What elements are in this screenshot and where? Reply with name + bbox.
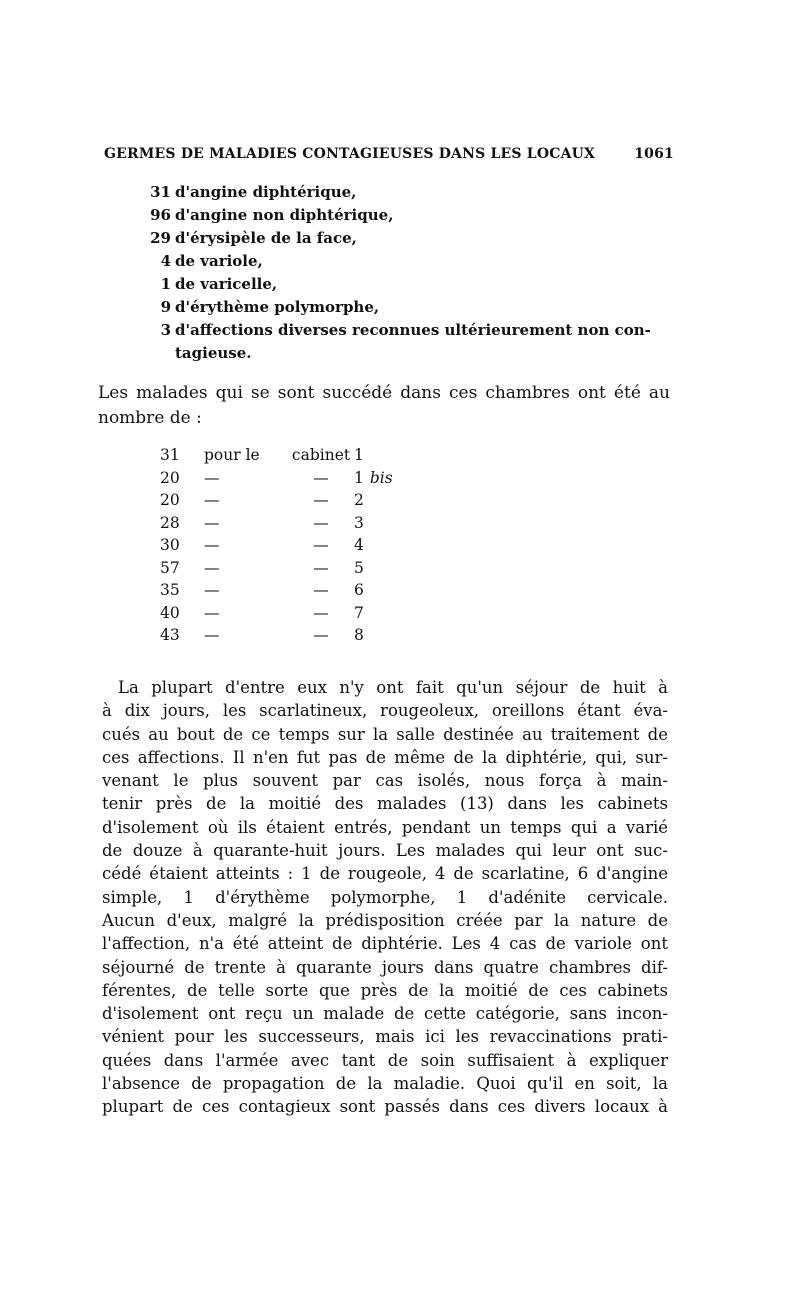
- list-item-continuation: tagieuse.: [175, 344, 252, 362]
- case-disease: d'érythème polymorphe,: [175, 298, 380, 316]
- room-number: [354, 489, 394, 512]
- patient-count: 57: [160, 558, 180, 577]
- room-id: 1: [354, 468, 364, 487]
- list-item: [147, 273, 667, 296]
- patient-count: 28: [160, 513, 180, 532]
- paragraph-line: quées dans l'armée avec tant de soin suffisaient à expliquer: [102, 1050, 668, 1070]
- paragraph-line: d'isolement où ils étaient entrés, pendant un temps qui a varié: [102, 817, 668, 837]
- case-count: 4: [160, 252, 171, 270]
- room-id: 2: [354, 491, 364, 509]
- case-disease: d'érysipèle de la face,: [175, 229, 357, 247]
- ditto-col3: —: [313, 626, 329, 644]
- ditto-col2: —: [204, 468, 220, 487]
- case-count: 3: [160, 321, 171, 339]
- paragraph-line: Aucun d'eux, malgré la prédisposition créée par la nature de: [102, 910, 668, 930]
- ditto-col3: —: [313, 603, 329, 622]
- room-number: [354, 624, 394, 647]
- table-row: [160, 602, 420, 625]
- table-row: [160, 534, 420, 557]
- room-count-table: [160, 444, 420, 647]
- paragraph-line: cués au bout de ce temps sur la salle destinée au traitement de: [102, 724, 668, 744]
- patient-count: 20: [160, 491, 180, 509]
- paragraph-line: l'absence de propagation de la maladie. Quoi qu'il en soit, la: [102, 1074, 668, 1094]
- room-number: [354, 444, 394, 467]
- patient-count: 40: [160, 603, 180, 622]
- room-id: 8: [354, 626, 364, 644]
- body-paragraph: [102, 676, 668, 1119]
- ditto-col3: —: [313, 558, 329, 577]
- room-id: 5: [354, 558, 364, 577]
- room-number: [354, 467, 394, 490]
- patient-count: 20: [160, 468, 180, 487]
- table-row: [160, 467, 420, 490]
- list-item: [147, 227, 667, 250]
- ditto-col2: —: [204, 536, 220, 554]
- room-number: [354, 534, 394, 557]
- paragraph-line: cédé étaient atteints : 1 de rougeole, 4 de scarlatine, 6 d'angine: [102, 864, 668, 884]
- paragraph-line: tenir près de la moitié des malades (13) dans les cabinets: [102, 794, 668, 814]
- room-number: [354, 579, 394, 602]
- ditto-col2: —: [204, 626, 220, 644]
- table-row: [160, 512, 420, 535]
- paragraph-line: de douze à quarante-huit jours. Les malades qui leur ont suc-: [102, 841, 668, 861]
- patient-count: 35: [160, 581, 180, 599]
- ditto-col2: —: [204, 513, 220, 532]
- ditto-col2: —: [204, 603, 220, 622]
- paragraph-line: ces affections. Il n'en fut pas de même de la diphtérie, qui, sur-: [102, 747, 668, 767]
- ditto-col3: —: [313, 468, 329, 487]
- case-count: 9: [160, 298, 171, 316]
- paragraph-line: simple, 1 d'érythème polymorphe, 1 d'adénite cervicale.: [102, 887, 668, 907]
- case-count: 31: [150, 183, 171, 201]
- table-row: [160, 579, 420, 602]
- patient-count: 43: [160, 626, 180, 644]
- case-count: 29: [150, 229, 171, 247]
- intro-paragraph: Les malades qui se sont succédé dans ces chambres ont été au nombre de :: [98, 383, 670, 428]
- paragraph-line: séjourné de trente à quarante jours dans quatre chambres dif-: [102, 957, 668, 977]
- room-suffix: bis: [369, 468, 393, 487]
- case-list: [147, 181, 667, 365]
- ditto-col3: —: [313, 491, 329, 509]
- patient-count: 31: [160, 446, 180, 464]
- room-number: [354, 512, 394, 535]
- ditto-col3: —: [313, 513, 329, 532]
- paragraph-line: férentes, de telle sorte que près de la moitié de ces cabinets: [102, 980, 668, 1000]
- patient-count: 30: [160, 536, 180, 554]
- list-item: [147, 181, 667, 204]
- list-item: [147, 204, 667, 227]
- list-item: [147, 319, 667, 342]
- case-count: 1: [160, 275, 171, 293]
- table-row: [160, 489, 420, 512]
- paragraph-line: à dix jours, les scarlatineux, rougeoleux, oreillons étant éva-: [102, 701, 668, 721]
- paragraph-line: La plupart d'entre eux n'y ont fait qu'un séjour de huit à: [118, 678, 668, 697]
- ditto-col2: pour le: [204, 446, 260, 464]
- table-row: [160, 557, 420, 580]
- ditto-col2: —: [204, 491, 220, 509]
- case-disease: de varicelle,: [175, 275, 278, 293]
- list-item: [147, 250, 667, 273]
- room-id: 6: [354, 581, 364, 599]
- room-id: 7: [354, 603, 364, 622]
- running-title: GERMES DE MALADIES CONTAGIEUSES DANS LES LOCAUX: [104, 146, 596, 162]
- paragraph-line: l'affection, n'a été atteint de diphtérie. Les 4 cas de variole ont: [102, 934, 668, 954]
- case-disease: d'angine diphtérique,: [175, 183, 357, 201]
- case-disease: d'angine non diphtérique,: [175, 206, 394, 224]
- ditto-col3: —: [313, 581, 329, 599]
- room-id: 3: [354, 513, 364, 532]
- ditto-col3: cabinet: [291, 446, 351, 464]
- room-id: 1: [354, 446, 364, 464]
- paragraph-line: venant le plus souvent par cas isolés, nous força à main-: [102, 771, 668, 791]
- room-id: 4: [354, 536, 364, 554]
- room-number: [354, 602, 394, 625]
- ditto-col3: —: [313, 536, 329, 554]
- table-row: [160, 624, 420, 647]
- case-disease: de variole,: [175, 252, 263, 270]
- ditto-col2: —: [204, 558, 220, 577]
- ditto-col2: —: [204, 581, 220, 599]
- case-disease: d'affections diverses reconnues ultérieurement non con-: [175, 321, 651, 339]
- paragraph-line: vénient pour les successeurs, mais ici les revaccinations prati-: [102, 1027, 668, 1047]
- list-item: [147, 296, 667, 319]
- paragraph-line: plupart de ces contagieux sont passés dans ces divers locaux à: [102, 1097, 668, 1117]
- paragraph-line: d'isolement ont reçu un malade de cette catégorie, sans incon-: [102, 1004, 668, 1024]
- page-number: 1061: [634, 146, 674, 162]
- case-count: 96: [150, 206, 171, 224]
- room-number: [354, 557, 394, 580]
- table-row: [160, 444, 420, 467]
